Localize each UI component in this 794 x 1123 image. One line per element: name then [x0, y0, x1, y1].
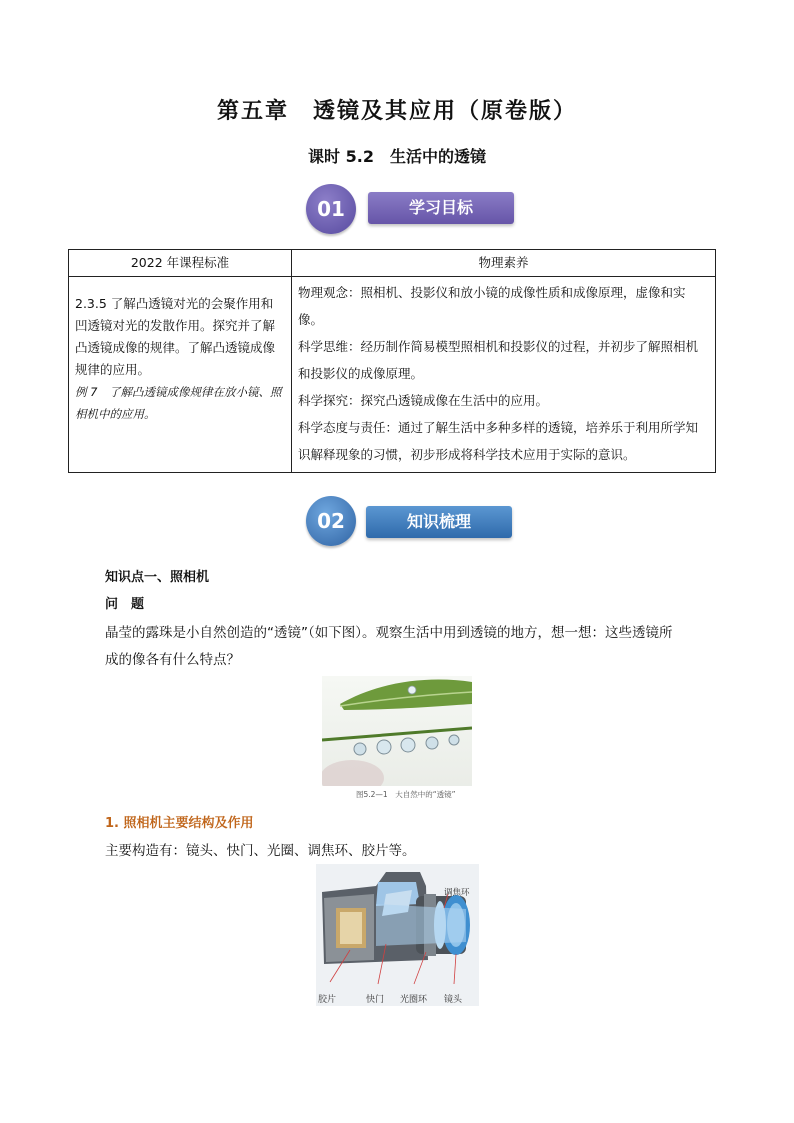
literacy-item: 科学探究：探究凸透镜成像在生活中的应用。	[298, 393, 549, 408]
section-bar	[366, 506, 512, 538]
section-badge-goals	[306, 184, 516, 238]
figure-caption: 图5.2—1 大自然中的“透镜”	[356, 790, 456, 799]
lesson-subtitle: 课时 5.2 生活中的透镜	[308, 147, 486, 166]
page-title: 第五章 透镜及其应用（原卷版）	[216, 99, 577, 124]
leaf-dew-illustration	[322, 676, 472, 802]
goals-table	[68, 249, 716, 473]
section-number: 01	[306, 184, 356, 234]
literacy-cell	[292, 277, 716, 473]
label-lens: 镜头	[444, 995, 463, 1005]
camera-structure-heading: 1. 照相机主要结构及作用	[105, 816, 254, 831]
label-focus-ring: 调焦环	[444, 888, 470, 898]
camera-structure-text: 主要构造有：镜头、快门、光圈、调焦环、胶片等。	[105, 843, 416, 859]
table-header-literacy: 物理素养	[292, 250, 716, 277]
standard-example: 例 7 了解凸透镜成像规律在放小镜、照相机中的应用。	[75, 385, 282, 421]
standard-text: 2.3.5 了解凸透镜对光的会聚作用和凹透镜对光的发散作用。探究并了解凸透镜成像的规律。了解凸透镜成像规律的应用。	[75, 296, 276, 377]
question-label: 问 题	[105, 597, 145, 612]
dew-drop-photo	[322, 676, 472, 802]
label-aperture: 光圈环	[400, 995, 428, 1005]
camera-cutaway-diagram	[316, 864, 479, 1006]
knowledge-point-title: 知识点一、照相机	[105, 570, 210, 585]
section-badge-knowledge	[306, 496, 516, 550]
label-shutter: 快门	[366, 995, 385, 1005]
literacy-item: 科学思维：经历制作简易模型照相机和投影仪的过程，并初步了解照相机和投影仪的成像原理。	[298, 339, 699, 381]
question-text-continued: 成的像各有什么特点？	[105, 652, 240, 668]
table-header-standard: 2022 年课程标准	[69, 250, 292, 277]
section-label: 学习目标	[408, 198, 473, 217]
literacy-item: 物理观念：照相机、投影仪和放小镜的成像性质和成像原理，虚像和实像。	[298, 285, 686, 327]
question-text: 晶莹的露珠是小自然创造的“透镜”（如下图）。观察生活中用到透镜的地方，想一想：这些透镜所	[105, 625, 673, 641]
section-label: 知识梳理	[406, 512, 471, 531]
section-bar	[368, 192, 514, 224]
standard-cell	[69, 277, 292, 473]
section-number: 02	[306, 496, 356, 546]
literacy-item: 科学态度与责任：通过了解生活中多种多样的透镜，培养乐于利用所学知识解释现象的习惯，初步形成将科学技术应用于实际的意识。	[298, 420, 699, 462]
label-film: 胶片	[318, 995, 337, 1005]
